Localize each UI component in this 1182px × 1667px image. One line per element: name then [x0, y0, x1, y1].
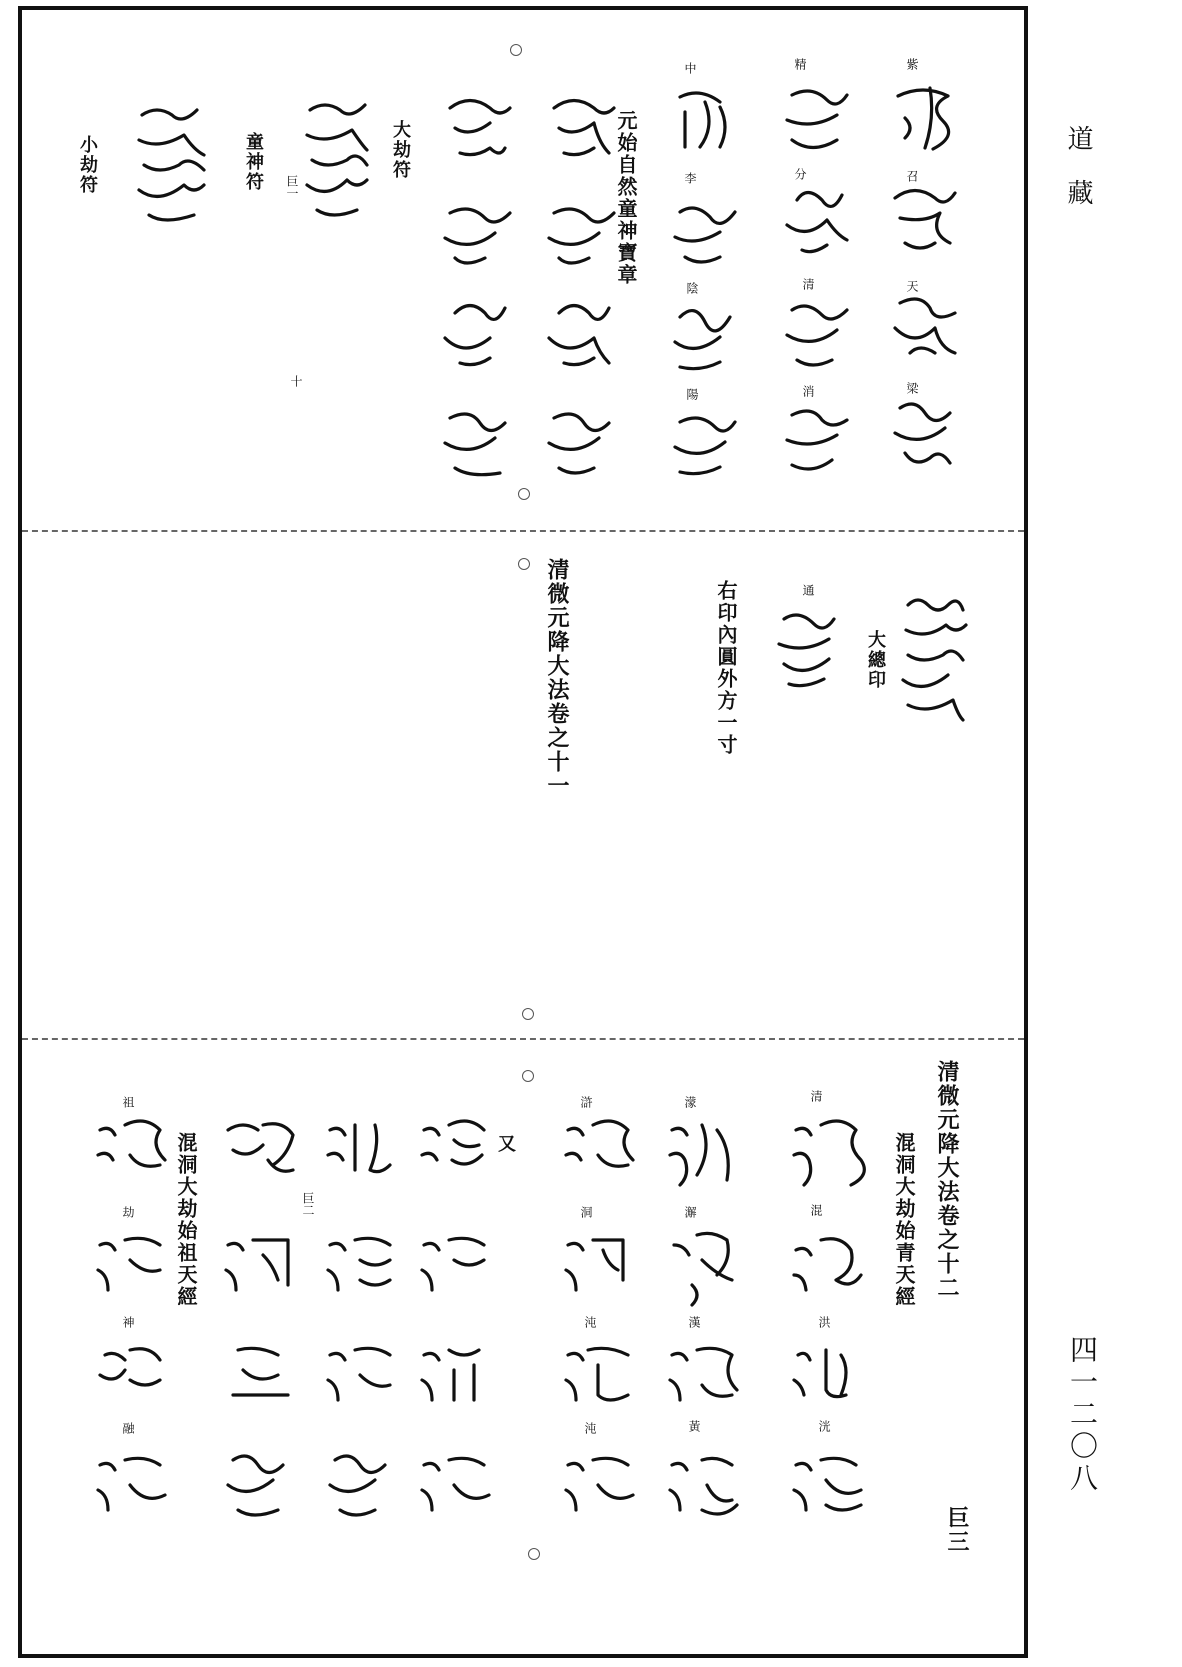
glyph-label: 沌: [583, 1316, 597, 1328]
glyph-label: 混: [809, 1204, 823, 1216]
glyph-label: 中: [683, 62, 697, 74]
glyph-label: 洞: [579, 1206, 593, 1218]
glyph-label: 漢: [687, 1316, 701, 1328]
marker-ju2: 巨二: [301, 1192, 315, 1216]
talisman-glyph-column: [544, 88, 619, 493]
glyph-label: 梁: [905, 382, 919, 394]
scripture-title: 混洞大劫始青天經: [892, 1132, 916, 1308]
glyph-label: 天: [905, 280, 919, 292]
glyph-label: 李: [683, 172, 697, 184]
chapter-title: 清微元降大法卷之十二: [934, 1060, 960, 1300]
section-divider-2: [22, 1038, 1024, 1040]
talisman-glyph-column: [440, 88, 515, 493]
marker-ju1: 巨一: [285, 175, 299, 199]
talisman-glyph-column: [890, 78, 960, 478]
glyph-label: 清: [801, 278, 815, 290]
binding-hole: [518, 488, 530, 500]
glyph-label: 消: [801, 385, 815, 397]
seal-note: 右印內圓外方一寸: [714, 580, 738, 756]
glyph-label: 融: [121, 1422, 135, 1434]
glyph-label: 澥: [683, 1206, 697, 1218]
glyph-label: 召: [905, 170, 919, 182]
chapter-end-title: 清微元降大法卷之十一: [544, 558, 570, 798]
seal-name: 大總印: [865, 630, 886, 690]
section-title: 元始自然童神寶章: [614, 110, 638, 286]
glyph-label: 紫: [905, 58, 919, 70]
glyph-label: 神: [121, 1316, 135, 1328]
binding-hole: [522, 1008, 534, 1020]
seal-glyph-tong: [774, 604, 846, 694]
marker-shi: 十: [289, 375, 303, 387]
talisman-glyph-column: [782, 80, 852, 480]
glyph-label: 精: [793, 58, 807, 70]
glyph-label: 清: [809, 1090, 823, 1102]
glyph-label: 洪: [817, 1316, 831, 1328]
section-divider-1: [22, 530, 1024, 532]
glyph-label: 濛: [683, 1096, 697, 1108]
talisman-title-dajie: 大劫符: [390, 120, 411, 180]
talisman-title-xiaojie: 小劫符: [77, 135, 98, 195]
glyph-label: 洸: [817, 1420, 831, 1432]
marker-you: 又: [495, 1134, 516, 1154]
talisman-glyph-xiaojie: [134, 100, 214, 230]
page-number: 四一二〇八: [1066, 1335, 1099, 1495]
scripture-glyph-column: [786, 1110, 866, 1550]
scripture-glyph-column: [414, 1110, 494, 1550]
scripture-glyph-column: [320, 1110, 400, 1550]
binding-hole: [522, 1070, 534, 1082]
scripture-glyph-column: [90, 1110, 170, 1550]
scripture-title-2: 混洞大劫始祖天經: [174, 1132, 198, 1308]
glyph-label: 沌: [583, 1422, 597, 1434]
seal-label: 通: [801, 584, 815, 596]
scripture-glyph-column: [662, 1110, 742, 1550]
binding-hole: [528, 1548, 540, 1560]
collection-label: 道藏: [1063, 125, 1093, 233]
glyph-label: 劫: [121, 1206, 135, 1218]
scripture-glyph-column: [558, 1110, 638, 1550]
glyph-label: 祖: [121, 1096, 135, 1108]
glyph-label: 分: [793, 168, 807, 180]
page-frame: [18, 6, 1028, 1658]
scripture-glyph-column: [218, 1110, 303, 1550]
binding-hole: [518, 558, 530, 570]
talisman-title-tongshen: 童神符: [243, 132, 264, 192]
glyph-label: 陰: [685, 282, 699, 294]
marker-ju3: 巨三: [944, 1506, 970, 1554]
talisman-glyph-dajie: [302, 95, 374, 225]
glyph-label: 滸: [579, 1096, 593, 1108]
glyph-label: 陽: [685, 388, 699, 400]
binding-hole: [510, 44, 522, 56]
talisman-glyph-column: [670, 82, 740, 482]
seal-glyph: [898, 590, 970, 730]
glyph-label: 黃: [687, 1420, 701, 1432]
